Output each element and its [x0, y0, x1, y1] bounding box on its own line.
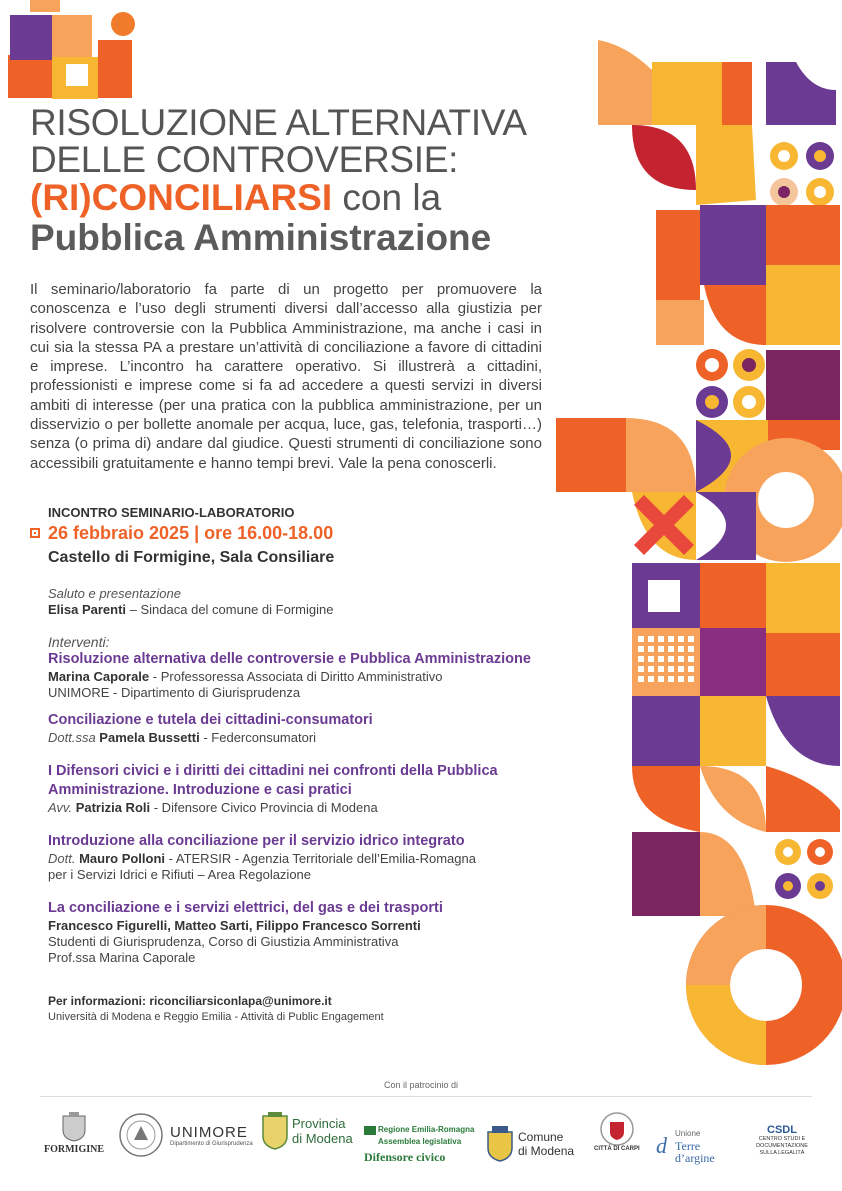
formigine-label: FORMIGINE	[44, 1144, 104, 1155]
top-left-decoration	[0, 0, 140, 100]
provincia-crest-icon	[262, 1112, 288, 1150]
event-kicker: INCONTRO SEMINARIO-LABORATORIO	[48, 505, 295, 520]
talk3-prefix: Avv.	[48, 800, 76, 815]
logo-comune-modena	[486, 1126, 574, 1162]
talk3-speaker-line	[48, 800, 598, 816]
terre-label-3: d’argine	[675, 1151, 715, 1165]
logo-provincia	[262, 1112, 353, 1150]
terre-t-icon: d	[656, 1133, 667, 1158]
carpi-crest-icon	[599, 1112, 635, 1146]
logo-csdl	[752, 1124, 812, 1157]
talk5-role2: Prof.ssa Marina Caporale	[48, 950, 196, 965]
talk2-speaker: Pamela Bussetti	[99, 730, 200, 745]
talk1-title: Risoluzione alternativa delle controversie e Pubblica Amministrazione	[48, 651, 531, 667]
regione-label-2: Assemblea legislativa	[378, 1137, 462, 1146]
decorative-mosaic	[556, 0, 842, 1075]
title-highlight: (RI)CONCILIARSI	[30, 177, 333, 218]
regione-flag-icon	[364, 1126, 376, 1135]
talk4-title: Introduzione alla conciliazione per il servizio idrico integrato	[48, 833, 465, 849]
info-block	[48, 993, 384, 1025]
logo-unimore	[118, 1112, 253, 1158]
talk3-title-2: Amministrazione. Introduzione e casi pratici	[48, 782, 352, 798]
calendar-square-icon	[30, 528, 40, 538]
talk5-role: Studenti di Giurisprudenza, Corso di Giustizia Amministrativa	[48, 934, 399, 949]
talk5-speakers: Francesco Figurelli, Matteo Sarti, Filippo Francesco Sorrenti	[48, 918, 421, 933]
csdl-sub: CENTRO STUDI E DOCUMENTAZIONE SULLA LEGALITÀ	[756, 1136, 808, 1156]
terre-label-2: Terre	[675, 1139, 701, 1153]
unimore-seal-icon	[118, 1112, 164, 1158]
info-line-2: Università di Modena e Reggio Emilia - Attività di Public Engagement	[48, 1011, 384, 1023]
logo-carpi	[594, 1112, 640, 1152]
unimore-label: UNIMORE	[170, 1123, 248, 1141]
talk1-speaker-line	[48, 669, 598, 685]
talk3-title-1: I Difensori civici e i diritti dei cittadini nei confronti della Pubblica	[48, 763, 498, 779]
talk4-role: - ATERSIR - Agenzia Territoriale dell’Emilia-Romagna	[165, 851, 476, 866]
info-email[interactable]: riconciliarsiconlapa@unimore.it	[149, 994, 332, 1008]
carpi-label: CITTÀ DI CARPI	[594, 1146, 640, 1152]
formigine-crest-icon	[61, 1112, 87, 1142]
talk2-role: - Federconsumatori	[199, 730, 317, 745]
talk1-speaker: Marina Caporale	[48, 669, 150, 684]
greeting-name: Elisa Parenti	[48, 602, 127, 617]
event-date-text: 26 febbraio 2025 | ore 16.00-18.00	[48, 523, 334, 543]
info-label: Per informazioni:	[48, 994, 150, 1008]
info-line	[48, 993, 384, 1009]
greeting-role: – Sindaca del comune di Formigine	[126, 602, 334, 617]
logo-terre-argine	[656, 1128, 715, 1164]
talk4-speaker-line	[48, 851, 598, 867]
greeting-label: Saluto e presentazione	[48, 586, 181, 601]
talk4-role2: per i Servizi Idrici e Rifiuti – Area Regolazione	[48, 867, 312, 882]
csdl-label: CSDL	[767, 1124, 797, 1136]
talk2-speaker-line	[48, 730, 598, 746]
event-place: Castello di Formigine, Sala Consiliare	[48, 549, 335, 566]
provincia-label-2: di Modena	[292, 1131, 353, 1146]
event-block	[48, 505, 588, 567]
program	[48, 586, 598, 966]
footer-divider	[40, 1096, 812, 1097]
comune-label-2: di Modena	[518, 1144, 575, 1158]
provincia-label-1: Provincia	[292, 1116, 346, 1131]
intro-paragraph: Il seminario/laboratorio fa parte di un progetto per promuovere la conoscenza e l’uso degli strumenti diversi dall’accesso alla giustizia per risolvere controversie con la Pubblica Amministrazione, ma anche i casi in cui sia la stessa PA a prestare un’attività di conciliazione a favore di cittadini e imprese. L’incontro ha carattere operativo. Si illustrerà a cittadini, professionisti e imprese come si fa ad accedere a questi servizi in diversi ambiti di interesse (per una pratica con la pubblica amministrazione, per un disservizio o per bollette anomale per acqua, luce, gas, telefonia, trasporti…) senza (o prima di) andare dal giudice. Questi strumenti di conciliazione sono accessibili gratuitamente e hanno tempi brevi. Vale la pena conoscerli.	[30, 281, 542, 472]
talk5-title: La conciliazione e i servizi elettrici, del gas e dei trasporti	[48, 900, 443, 916]
greeting-line	[48, 602, 598, 618]
event-date	[48, 523, 588, 544]
talks-label: Interventi:	[48, 634, 110, 650]
title-line-2: DELLE CONTROVERSIE:	[30, 139, 459, 180]
talk1-role2: UNIMORE - Dipartimento di Giurisprudenza	[48, 685, 301, 700]
logo-regione	[364, 1124, 474, 1163]
talk1-role: - Professoressa Associata di Diritto Amministrativo	[149, 669, 443, 684]
title-line-3	[30, 178, 590, 218]
comune-label-1: Comune	[518, 1130, 564, 1144]
talk4-prefix: Dott.	[48, 851, 80, 866]
talk3-speaker: Patrizia Roli	[75, 800, 151, 815]
logo-formigine	[44, 1112, 104, 1155]
talk3-role: - Difensore Civico Provincia di Modena	[150, 800, 378, 815]
talk4-speaker: Mauro Polloni	[79, 851, 166, 866]
terre-label-1: Unione	[675, 1129, 701, 1138]
unimore-sub: Dipartimento di Giurisprudenza	[170, 1140, 253, 1147]
modena-crest-icon	[486, 1126, 514, 1162]
poster-title	[30, 104, 590, 258]
title-line-4: Pubblica Amministrazione	[30, 217, 492, 258]
title-line-3-rest: con la	[332, 177, 442, 218]
title-line-1: RISOLUZIONE ALTERNATIVA	[30, 102, 527, 143]
regione-label-1: Regione Emilia-Romagna	[378, 1125, 475, 1134]
talk2-prefix: Dott.ssa	[48, 730, 100, 745]
patrocinio-label: Con il patrocinio di	[383, 1080, 459, 1090]
regione-label-3: Difensore civico	[364, 1150, 446, 1164]
talk2-title: Conciliazione e tutela dei cittadini-consumatori	[48, 712, 373, 728]
